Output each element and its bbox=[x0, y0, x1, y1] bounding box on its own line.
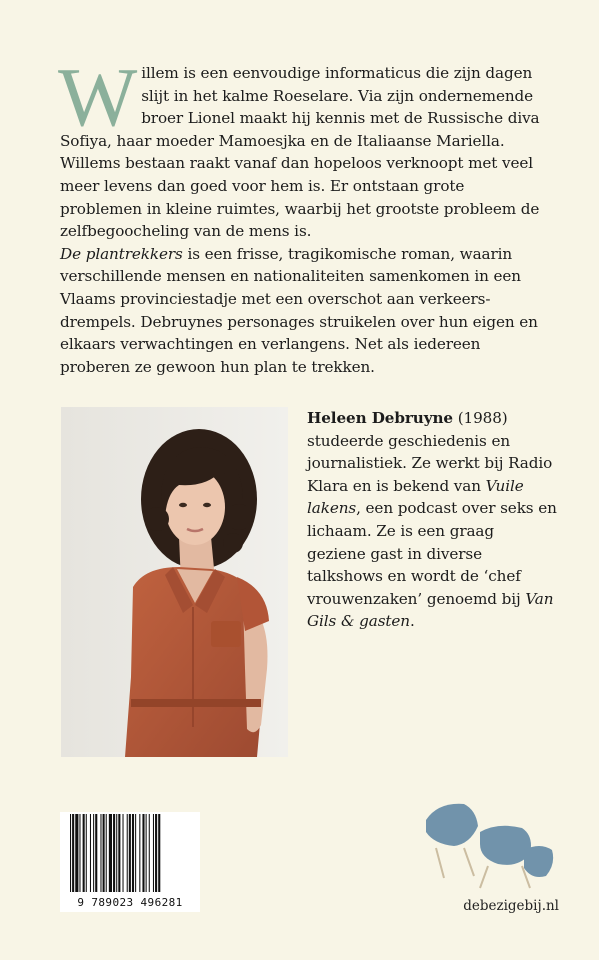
publisher-website: debezigebij.nl bbox=[463, 898, 559, 914]
podcast-title: Vuile lakens bbox=[307, 476, 524, 518]
blurb-intro-text: illem is een eenvoudige informaticus die zijn dagen slijt in het kalme Roeselare. Via zijn ondernemende broer Lionel maakt hij kennis met de Russische diva Sofiya, haar moeder Mamoesjka en de Italiaanse Mariella. Willems bestaan raakt vanaf dan hopeloos verknoopt met veel meer levens dan goed voor hem is. Er ontstaan grote problemen in kleine ruimtes, waarbij het grootste probleem de zelfbegoocheling van de mens is. bbox=[60, 64, 540, 241]
barcode-bar bbox=[139, 814, 140, 892]
barcode-bar bbox=[90, 814, 91, 892]
book-title: De plantrekkers bbox=[60, 244, 183, 263]
barcode-bar bbox=[142, 814, 144, 892]
barcode-bar bbox=[118, 814, 120, 892]
blurb-paragraph-2 bbox=[60, 243, 540, 379]
book-blurb bbox=[58, 51, 540, 378]
barcode-bar bbox=[86, 814, 87, 892]
barcode-bar bbox=[132, 814, 134, 892]
bio-text-part-2: , een podcast over seks en lichaam. Ze is een graag geziene gast in diverse talkshows en wordt de ‘chef vrouwenzaken’ genoemd bij bbox=[307, 499, 557, 608]
barcode-bar bbox=[116, 814, 117, 892]
author-photo bbox=[61, 407, 288, 757]
isbn-number: 9 789023 496281 bbox=[77, 896, 183, 909]
publisher-logo-icon bbox=[418, 792, 558, 892]
barcode-bar bbox=[146, 814, 147, 892]
barcode-bar bbox=[158, 814, 160, 892]
author-portrait-illustration bbox=[61, 407, 288, 757]
barcode-bar bbox=[95, 814, 97, 892]
author-birth-year: (1988) bbox=[452, 409, 508, 427]
author-name: Heleen Debruyne bbox=[307, 409, 453, 427]
barcode-bar bbox=[155, 814, 157, 892]
blurb-body-text: is een frisse, tragikomische roman, waarin verschillende mensen en nationaliteiten samenkomen in een Vlaams provinciestadje met een overschot aan verkeersdrempels. Debruynes personages struikelen over hun eigen en elkaars verwachtingen en verlangens. Net als iedereen proberen ze gewoon hun plan te trekken. bbox=[60, 244, 538, 376]
barcode-bar bbox=[106, 814, 107, 892]
author-bio-paragraph bbox=[307, 407, 557, 633]
barcode-bar bbox=[93, 814, 94, 892]
bio-text-part-1: studeerde geschiedenis en journalistiek. Ze werkt bij Radio Klara en is bekend van bbox=[307, 431, 553, 495]
barcode-bar bbox=[129, 814, 131, 892]
drop-cap: W bbox=[58, 51, 138, 144]
barcode-bar bbox=[109, 814, 112, 892]
barcode-bar bbox=[79, 814, 80, 892]
barcode-bar bbox=[72, 814, 74, 892]
barcode-bar bbox=[149, 814, 150, 892]
barcode-bar bbox=[123, 814, 124, 892]
isbn-barcode bbox=[60, 812, 200, 912]
barcode-bar bbox=[70, 814, 71, 892]
barcode-bar bbox=[83, 814, 85, 892]
barcode-bar bbox=[103, 814, 105, 892]
author-bio bbox=[307, 407, 557, 633]
bio-text-part-3: . bbox=[409, 612, 415, 631]
barcode-bar bbox=[135, 814, 136, 892]
barcode-bar bbox=[127, 814, 128, 892]
show-title: Van Gils & gasten bbox=[307, 589, 554, 631]
barcode-bar bbox=[100, 814, 101, 892]
barcode-bar bbox=[75, 814, 78, 892]
barcode-bars bbox=[70, 814, 190, 894]
barcode-bar bbox=[153, 814, 154, 892]
barcode-bar bbox=[113, 814, 115, 892]
